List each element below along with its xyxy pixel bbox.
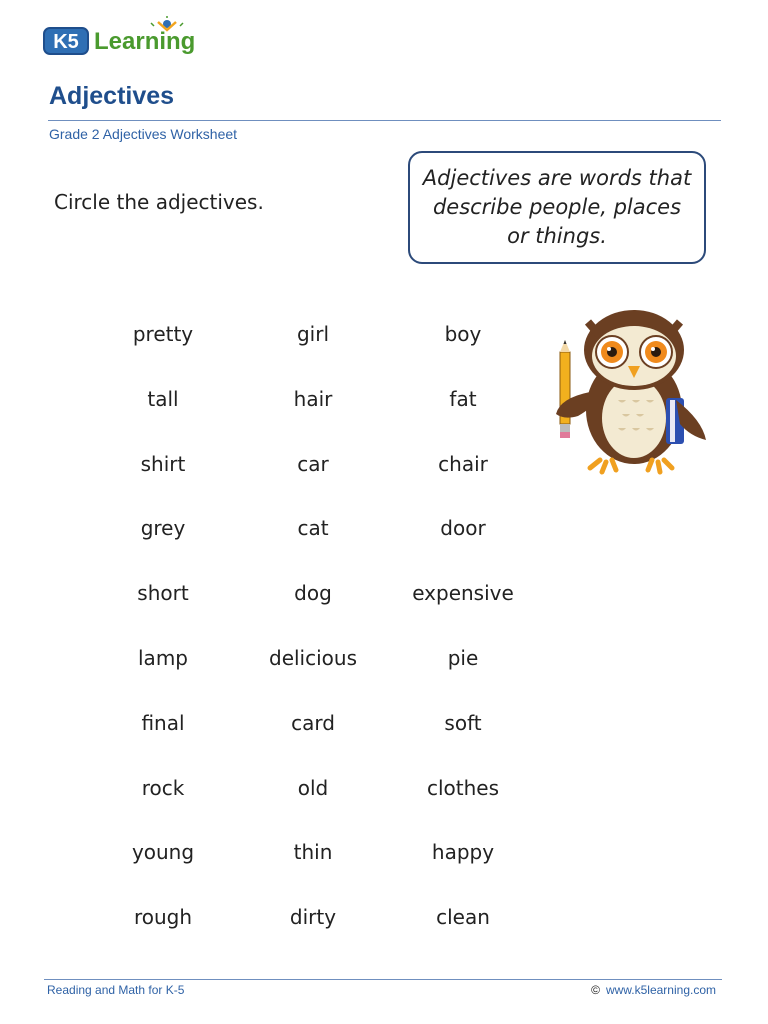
footer-website-link[interactable]: www.k5learning.com [605, 983, 716, 997]
header-divider [48, 120, 721, 121]
word-item[interactable]: fat [449, 386, 477, 411]
word-item[interactable]: girl [296, 322, 330, 346]
owl-illustration [548, 300, 710, 475]
word-item[interactable]: cat [297, 516, 329, 541]
word-grid [88, 318, 538, 948]
page-subtitle: Grade 2 Adjectives Worksheet [49, 126, 238, 142]
word-item[interactable]: pretty [132, 322, 194, 346]
page-title: Adjectives [49, 82, 175, 110]
word-item[interactable]: car [297, 451, 329, 476]
word-item[interactable]: rough [133, 905, 193, 930]
pencil-icon [560, 340, 570, 438]
word-item[interactable]: shirt [140, 451, 186, 476]
copyright-symbol: © [591, 983, 600, 997]
footer-site [591, 983, 716, 997]
word-item[interactable]: hair [293, 386, 333, 411]
word-item[interactable]: tall [147, 386, 179, 411]
definition-box [408, 151, 706, 264]
word-item[interactable]: soft [444, 710, 482, 735]
definition-text: Adjectives are words that describe people, places or things. [422, 166, 692, 248]
instruction-text: Circle the adjectives. [54, 190, 264, 214]
word-item[interactable]: old [297, 775, 329, 800]
word-item[interactable]: short [137, 581, 189, 606]
word-item[interactable]: happy [431, 840, 495, 865]
word-item[interactable]: delicious [269, 645, 357, 670]
word-item[interactable]: clean [436, 905, 490, 930]
word-item[interactable]: dirty [289, 905, 337, 930]
word-item[interactable]: final [141, 710, 185, 735]
word-item[interactable]: door [440, 516, 486, 541]
word-item[interactable]: card [291, 710, 335, 735]
word-item[interactable]: clothes [426, 775, 500, 800]
word-item[interactable]: chair [438, 451, 488, 476]
word-item[interactable]: dog [294, 581, 332, 606]
footer-divider [44, 979, 722, 980]
footer-tagline: Reading and Math for K-5 [47, 983, 185, 997]
logo-k5-text: K5 [53, 31, 79, 53]
k5-learning-logo [42, 16, 212, 60]
word-item[interactable]: lamp [138, 645, 188, 670]
word-item[interactable]: boy [444, 322, 482, 346]
word-item[interactable]: rock [141, 775, 185, 800]
word-item[interactable]: young [131, 840, 195, 865]
logo-learning-text: Learning [94, 28, 196, 55]
word-item[interactable]: grey [140, 516, 186, 541]
word-item[interactable]: thin [293, 840, 333, 865]
word-item[interactable]: pie [447, 645, 479, 670]
word-item[interactable]: expensive [412, 581, 514, 606]
